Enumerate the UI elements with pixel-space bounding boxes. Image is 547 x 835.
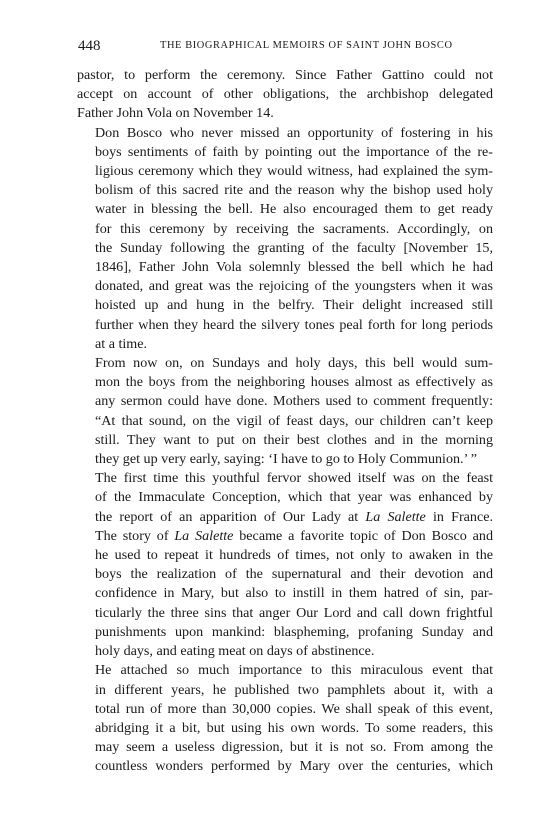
paragraph-4: [77, 469, 493, 661]
paragraph-5: [77, 661, 493, 776]
text-line: hoisted up and hung in the belfry. Their delight increased still: [95, 297, 493, 314]
text-line: [77, 508, 493, 527]
text-fragment: became a favorite topic of Don Bosco and: [233, 527, 493, 544]
text-line: in different years, he published two pamphlets about it, with a: [95, 681, 493, 698]
text-line: at a time.: [95, 335, 148, 352]
paragraph-1: [77, 66, 493, 124]
text-line: countless wonders performed by Mary over the centuries, which: [95, 758, 493, 775]
emphasis-la-salette: La Salette: [174, 527, 234, 544]
text-line: mon the boys from the neighboring houses almost as effectively as: [95, 374, 493, 391]
text-line: confidence in Mary, but also to instill in them hatred of sin, par-: [95, 585, 493, 602]
text-line: holy days, and eating meat on days of abstinence.: [95, 643, 375, 660]
text-line: “At that sound, on the vigil of feast days, our children can’t keep: [95, 412, 493, 429]
text-line: abridging it a bit, but using his own words. To some readers, this: [95, 719, 493, 736]
text-line: boys sentiments of faith by pointing out the importance of the re-: [95, 143, 493, 160]
page-number: 448: [78, 38, 101, 54]
text-line: ticularly the three sins that anger Our Lord and call down frightful: [95, 604, 493, 621]
text-line: the Sunday following the granting of the faculty [November 15,: [95, 239, 493, 256]
text-line: donated, and great was the rejoicing of the youngsters when it was: [95, 278, 493, 295]
text-line: water in blessing the bell. He also encouraged them to get ready: [95, 201, 493, 218]
text-fragment: the report of an apparition of Our Lady at: [95, 508, 366, 525]
text-line: [77, 527, 493, 546]
text-line: any sermon could have done. Mothers used to comment frequently:: [95, 393, 493, 410]
running-head: THE BIOGRAPHICAL MEMOIRS OF SAINT JOHN BOSCO: [160, 40, 453, 51]
emphasis-la-salette: La Salette: [365, 508, 426, 525]
text-fragment: in France.: [425, 508, 493, 525]
text-line: they get up very early, saying: ‘I have to go to Holy Communion.’ ”: [95, 451, 478, 468]
text-line: 1846], Father John Vola solemnly blessed the bell which he had: [95, 259, 493, 276]
text-line: may seem a useless digression, but it is not so. From among the: [95, 739, 493, 756]
text-line: The first time this youthful fervor showed itself was on the feast: [95, 470, 493, 487]
text-line: Father John Vola on November 14.: [77, 105, 274, 122]
paragraph-3: [77, 354, 493, 469]
text-line: accept on account of other obligations, the archbishop delegated: [77, 86, 493, 103]
text-line: From now on, on Sundays and holy days, this bell would sum-: [95, 355, 493, 372]
body-text: [77, 66, 493, 777]
text-line: boys the realization of the supernatural and their devotion and: [95, 566, 493, 583]
text-line: He attached so much importance to this miraculous event that: [95, 662, 493, 679]
text-line: bolism of this sacred rite and the reason why the bishop used holy: [95, 182, 493, 199]
text-line: total run of more than 30,000 copies. We shall speak of this event,: [95, 700, 493, 717]
text-line: Don Bosco who never missed an opportunity of fostering in his: [95, 124, 493, 141]
text-line: of the Immaculate Conception, which that year was enhanced by: [95, 489, 493, 506]
text-line: for this ceremony by receiving the sacraments. Accordingly, on: [95, 220, 493, 237]
text-line: pastor, to perform the ceremony. Since Father Gattino could not: [77, 67, 493, 83]
page-header: [78, 38, 498, 58]
text-line: still. They want to put on their best clothes and in the morning: [95, 431, 493, 448]
paragraph-2: [77, 124, 493, 354]
text-line: further when they heard the silvery tones peal forth for long periods: [95, 316, 493, 333]
text-fragment: The story of: [95, 527, 175, 544]
text-line: he used to repeat it hundreds of times, not only to awaken in the: [95, 547, 493, 564]
text-line: punishments upon mankind: blaspheming, profaning Sunday and: [95, 623, 493, 640]
text-line: ligious ceremony which they would witness, had explained the sym-: [95, 163, 493, 180]
